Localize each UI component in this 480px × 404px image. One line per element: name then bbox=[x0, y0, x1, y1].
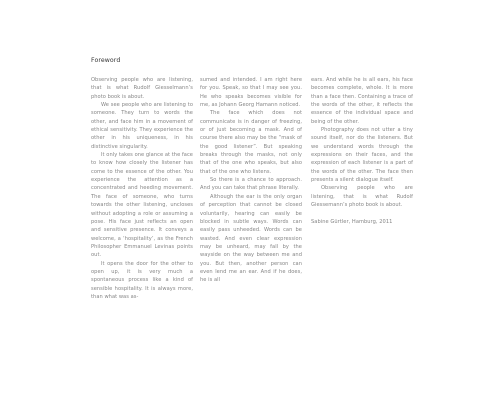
paragraph: So there is a chance to approach. And you can take that phrase literally. bbox=[200, 177, 302, 192]
paragraph: We see people who are listening to someone. They turn to words the other, and face him in a movement of ethical sensitivity. They experience the other in his uniqueness, in his distinctive singularity. bbox=[91, 102, 193, 150]
paragraph: ears. And while he is all ears, his face becomes complete, whole. It is more than a face then. Containing a trace of the words of the other, it reflects the essence of the individual space and being of the other. bbox=[311, 77, 413, 125]
author-signature: Sabine Gürtler, Hamburg, 2011 bbox=[311, 218, 393, 225]
text-column-3 bbox=[311, 76, 413, 226]
paragraph: Although the ear is the only organ of perception that cannot be closed voluntarily, hearing can easily be blocked in subtle ways. Words can easily pass unheeded. Words can be wasted. And even clear expression may be unheard, may fall by the wayside on the way between me and you. But then, another person can even lend me an ear. And if he does, he is all bbox=[200, 193, 302, 284]
page-heading: Foreword bbox=[91, 57, 121, 64]
paragraph: The face which does not communicate is in danger of freezing, or of just becoming a mask. And of course there also may be the “mask of the good listener”. But speaking breaks through the masks, not only that of the one who speaks, but also that of the one who listens. bbox=[200, 110, 302, 175]
paragraph: sumed and intended. I am right here for you. Speak, so that I may see you. He who speaks becomes visible for me, as Johann Georg Hamann noticed. bbox=[200, 77, 302, 109]
paragraph: Photography does not utter a tiny sound itself, nor do the listeners. But we understand words through the expressions on their faces, and the expression of each listener is a part of the words of the other. The face then presents a silent dialogue itself. bbox=[311, 127, 413, 184]
paragraph: Observing people who are listening, that is what Rudolf Giessemann’s photo book is about. bbox=[311, 185, 413, 209]
text-column-2 bbox=[200, 76, 302, 285]
paragraph: It only takes one glance at the face to know how closely the listener has come to the essence of the other. You experience the attention as a concentrated and heeding movement. The face of someone, who turns towards the other listening, uncloses without adopting a role or assuming a pose. His face just reflects an open and sensitive presence. It conveys a welcome, a ‘hospitality’, as the French Philosopher Emmanuel Levinas points out. bbox=[91, 152, 193, 259]
paragraph: It opens the door for the other to open up, it is very much a spontaneous process like a kind of sensible hospitality. It is always more, than what was as- bbox=[91, 260, 193, 300]
paragraph: Observing people who are listening, that is what Rudolf Giesselmann’s photo book is about. bbox=[91, 77, 193, 100]
text-column-1 bbox=[91, 76, 193, 301]
